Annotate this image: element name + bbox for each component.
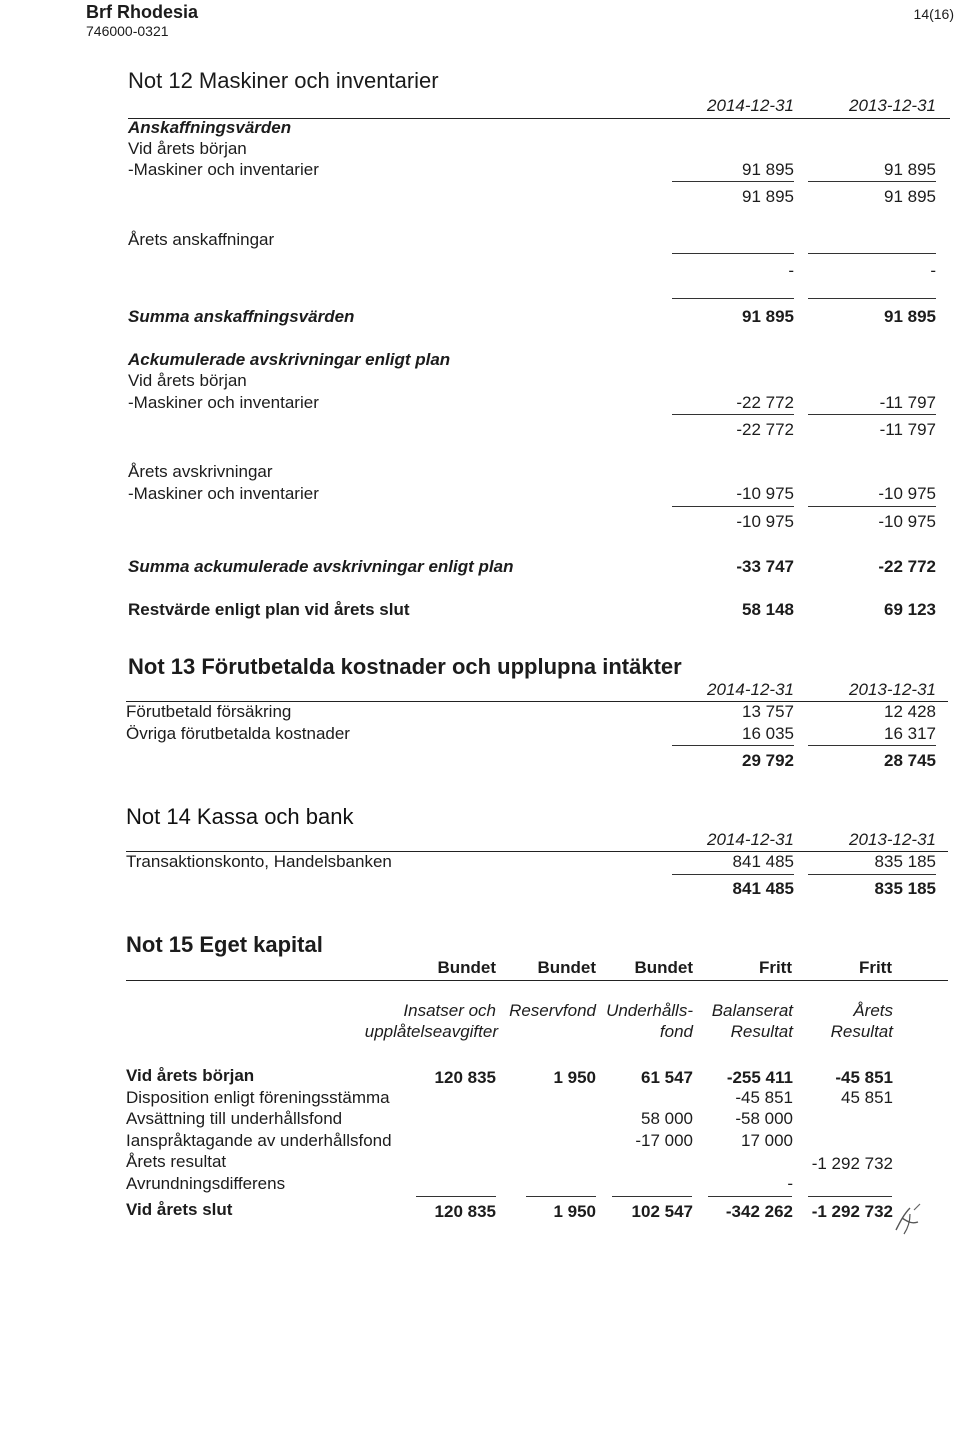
row-label: Årets anskaffningar	[128, 230, 275, 249]
value-cell: 16 317	[884, 724, 936, 743]
org-name: Brf Rhodesia	[86, 2, 199, 22]
value-cell: -22 772	[736, 393, 794, 412]
value-cell: 28 745	[884, 751, 936, 770]
row-label: Årets avskrivningar	[128, 462, 273, 481]
type-header: Fritt	[858, 958, 892, 977]
row-label: Avsättning till underhållsfond	[126, 1109, 343, 1128]
value-cell: -45 851	[735, 1088, 793, 1107]
note-13-title: Not 13 Förutbetalda kostnader och upplupna intäkter	[128, 654, 682, 679]
sum-rule	[808, 253, 936, 254]
value-cell: -17 000	[635, 1131, 693, 1150]
sum-rule	[672, 181, 794, 182]
value-cell: 1 950	[553, 1068, 596, 1087]
col-sub-label: Resultat	[730, 1022, 793, 1041]
row-label: Transaktionskonto, Handelsbanken	[126, 852, 392, 871]
value-cell: 91 895	[742, 160, 794, 179]
row-label: -Maskiner och inventarier	[128, 393, 319, 412]
sum-rule	[416, 1196, 496, 1197]
value-cell: 29 792	[742, 751, 794, 770]
value-cell: -22 772	[878, 557, 936, 576]
value-cell: 120 835	[434, 1068, 496, 1087]
value-cell: -	[787, 1174, 793, 1193]
row-label: -Maskiner och inventarier	[128, 484, 319, 503]
note-13-col2-date: 2013-12-31	[849, 680, 936, 699]
sum-rule	[526, 1196, 596, 1197]
sum-rule	[672, 874, 794, 875]
value-cell: 91 895	[884, 187, 936, 206]
value-cell: -45 851	[835, 1068, 893, 1087]
note-15-title: Not 15 Eget kapital	[126, 932, 323, 957]
sum-rule	[708, 1196, 792, 1197]
anskaff-heading: Anskaffningsvärden	[128, 118, 292, 137]
value-cell: -	[930, 261, 936, 280]
col-sub-label: Resultat	[830, 1022, 893, 1041]
page-number: 14(16)	[913, 6, 954, 22]
value-cell: 1 950	[553, 1202, 596, 1221]
sum-rule	[808, 181, 936, 182]
sum-rule	[808, 874, 936, 875]
ackum-heading: Ackumulerade avskrivningar enligt plan	[128, 350, 451, 369]
sum-rule	[672, 253, 794, 254]
type-header: Bundet	[437, 958, 496, 977]
row-label: Ianspråktagande av underhållsfond	[126, 1131, 392, 1150]
value-cell: 16 035	[742, 724, 794, 743]
value-cell: 12 428	[884, 702, 936, 721]
note-12-col1-date: 2014-12-31	[707, 96, 794, 115]
value-cell: -11 797	[879, 393, 936, 412]
summa-ackum-label: Summa ackumulerade avskrivningar enligt plan	[128, 557, 514, 576]
col-sub-label: Insatser och	[403, 1001, 496, 1020]
value-cell: 91 895	[742, 307, 794, 326]
value-cell: -10 975	[736, 484, 794, 503]
note-14-title: Not 14 Kassa och bank	[126, 804, 354, 829]
type-header: Bundet	[537, 958, 596, 977]
value-cell: 69 123	[884, 600, 936, 619]
row-label: Vid årets början	[126, 1066, 255, 1085]
summa-anskaff-label: Summa anskaffningsvärden	[128, 307, 355, 326]
org-number: 746000-0321	[86, 23, 169, 39]
value-cell: -10 975	[736, 512, 794, 531]
col-sub-label: fond	[659, 1022, 693, 1041]
col-sub-label: Reservfond	[509, 1001, 596, 1020]
type-header: Fritt	[758, 958, 792, 977]
sum-rule	[672, 745, 794, 746]
signature-initials-icon	[890, 1200, 926, 1240]
sum-rule	[808, 414, 936, 415]
sum-rule	[808, 298, 936, 299]
col-sub-label: Underhålls-	[606, 1001, 693, 1020]
value-cell: 91 895	[884, 160, 936, 179]
note-13-col1-date: 2014-12-31	[707, 680, 794, 699]
value-cell: 102 547	[631, 1202, 693, 1221]
col-sub-label: upplåtelseavgifter	[364, 1022, 498, 1041]
sum-rule	[808, 745, 936, 746]
note-15-rule	[126, 980, 948, 981]
sum-rule	[672, 414, 794, 415]
value-cell: -11 797	[879, 420, 936, 439]
value-cell: 45 851	[841, 1088, 893, 1107]
restvarde-label: Restvärde enligt plan vid årets slut	[128, 600, 410, 619]
value-cell: 835 185	[874, 852, 936, 871]
row-label: Vid årets slut	[126, 1200, 233, 1219]
value-cell: 91 895	[884, 307, 936, 326]
row-label: Förutbetald försäkring	[126, 702, 292, 721]
sum-rule	[612, 1196, 692, 1197]
row-label: Årets resultat	[126, 1152, 227, 1171]
row-label: -Maskiner och inventarier	[128, 160, 319, 179]
row-label: Disposition enligt föreningsstämma	[126, 1088, 390, 1107]
col-sub-label: Balanserat	[711, 1001, 793, 1020]
row-label: Avrundningsdifferens	[126, 1174, 286, 1193]
value-cell: 58 000	[641, 1109, 693, 1128]
value-cell: -342 262	[725, 1202, 793, 1221]
value-cell: 91 895	[742, 187, 794, 206]
type-header: Bundet	[634, 958, 693, 977]
note-14-col1-date: 2014-12-31	[707, 830, 794, 849]
value-cell: -33 747	[736, 557, 794, 576]
value-cell: 61 547	[641, 1068, 693, 1087]
value-cell: -10 975	[878, 512, 936, 531]
value-cell: -22 772	[736, 420, 794, 439]
sum-rule	[808, 506, 936, 507]
sum-rule	[672, 506, 794, 507]
value-cell: 17 000	[741, 1131, 793, 1150]
row-label: Övriga förutbetalda kostnader	[126, 724, 350, 743]
note-14-col2-date: 2013-12-31	[849, 830, 936, 849]
value-cell: -1 292 732	[811, 1202, 893, 1221]
value-cell: 835 185	[874, 879, 936, 898]
note-12-col2-date: 2013-12-31	[849, 96, 936, 115]
sum-rule	[808, 1196, 892, 1197]
value-cell: -58 000	[735, 1109, 793, 1128]
sum-rule	[672, 298, 794, 299]
value-cell: -	[788, 261, 794, 280]
value-cell: 841 485	[732, 852, 794, 871]
col-sub-label: Årets	[853, 1001, 893, 1020]
value-cell: 120 835	[434, 1202, 496, 1221]
note-12-title: Not 12 Maskiner och inventarier	[128, 68, 439, 93]
value-cell: -1 292 732	[811, 1154, 893, 1173]
value-cell: -10 975	[878, 484, 936, 503]
value-cell: 58 148	[742, 600, 794, 619]
value-cell: 13 757	[742, 702, 794, 721]
row-label: Vid årets början	[128, 139, 247, 158]
value-cell: 841 485	[732, 879, 794, 898]
row-label: Vid årets början	[128, 371, 247, 390]
value-cell: -255 411	[726, 1068, 793, 1087]
